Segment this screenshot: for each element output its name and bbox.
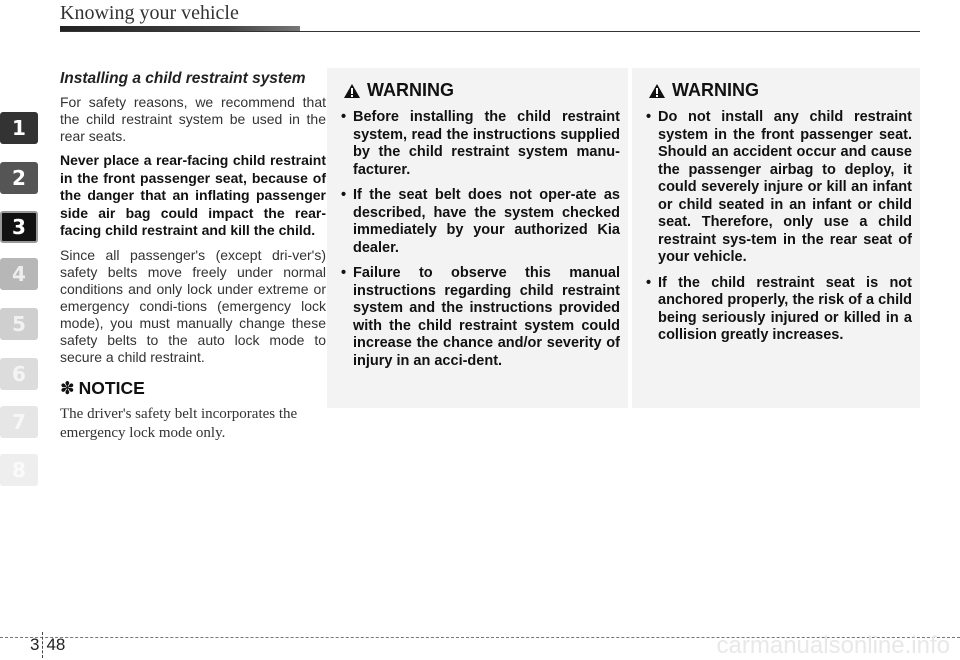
chapter-tab-5[interactable]: 5 [0,308,38,340]
warning-item: • Before installing the child restraint system, read the instructions supplied by the child restraint system manu-facturer. [335,109,620,179]
notice-heading [60,378,326,399]
warning-box-1 [335,80,620,378]
warning-list-1 [335,109,620,370]
warning-item: • Do not install any child restraint system in the front passenger seat. Should an accident occur and cause the passenger airbag to deploy, it could severely injure or kill an infant or child seated in an infant or child seat. Therefore, only use a child restraint sys-tem in the rear seat of your vehicle. [640,109,912,267]
warning-heading-1 [343,80,620,101]
chapter-tab-1[interactable]: 1 [0,112,38,144]
warning-item: • If the child restraint seat is not anchored properly, the risk of a child being seriously injured or killed in a collision greatly increases. [640,275,912,345]
page-chapter: 3 [30,635,40,654]
chapter-tab-6[interactable]: 6 [0,358,38,390]
page-header-title: Knowing your vehicle [60,2,239,24]
warning-box-2 [640,80,912,353]
child-restraint-section [60,70,326,443]
warning-triangle-icon [343,83,361,99]
page-index: 48 [46,635,66,654]
warning-list-2 [640,109,912,345]
chapter-tab-4[interactable]: 4 [0,258,38,290]
recommendation-paragraph: For safety reasons, we recommend that the child restraint system be used in the rear seats. [60,94,326,144]
warning-item: • Failure to observe this manual instructions regarding child restraint system and the instructions provided with the child restraint system could increase the chance and/or severity of injury in an acci-dent. [335,265,620,370]
warning-title-1: WARNING [367,80,454,100]
warning-heading-2 [648,80,912,101]
chapter-tab-2[interactable]: 2 [0,162,38,194]
warning-title-2: WARNING [672,80,759,100]
rear-facing-caution-paragraph: Never place a rear-facing child restraint in the front passenger seat, because of the danger that an inflating passenger side air bag could impact the rear-facing child restraint and kill the child. [60,152,326,238]
watermark: carmanualsonline.info [716,632,950,659]
warning-triangle-icon [648,83,666,99]
chapter-tab-7[interactable]: 7 [0,406,38,438]
page-number-separator [42,632,43,658]
header-rule [60,31,920,32]
notice-text: The driver's safety belt incorporates the emergency lock mode only. [60,405,298,441]
page-number [30,632,65,658]
notice-asterisk-icon: ✽ [60,377,75,398]
chapter-tab-3[interactable]: 3 [0,211,38,243]
warning-item: • If the seat belt does not oper-ate as described, have the system checked immediately by your authorized Kia dealer. [335,187,620,257]
section-heading: Installing a child restraint system [60,70,306,87]
lock-mode-paragraph: Since all passenger's (except dri-ver's) safety belts move freely under normal conditions and only lock under extreme or emergency condi-tions (emergency lock mode), you must manually change these safety belts to the auto lock mode to secure a child restraint. [60,246,326,365]
chapter-tab-8[interactable]: 8 [0,454,38,486]
notice-title: NOTICE [78,377,145,398]
